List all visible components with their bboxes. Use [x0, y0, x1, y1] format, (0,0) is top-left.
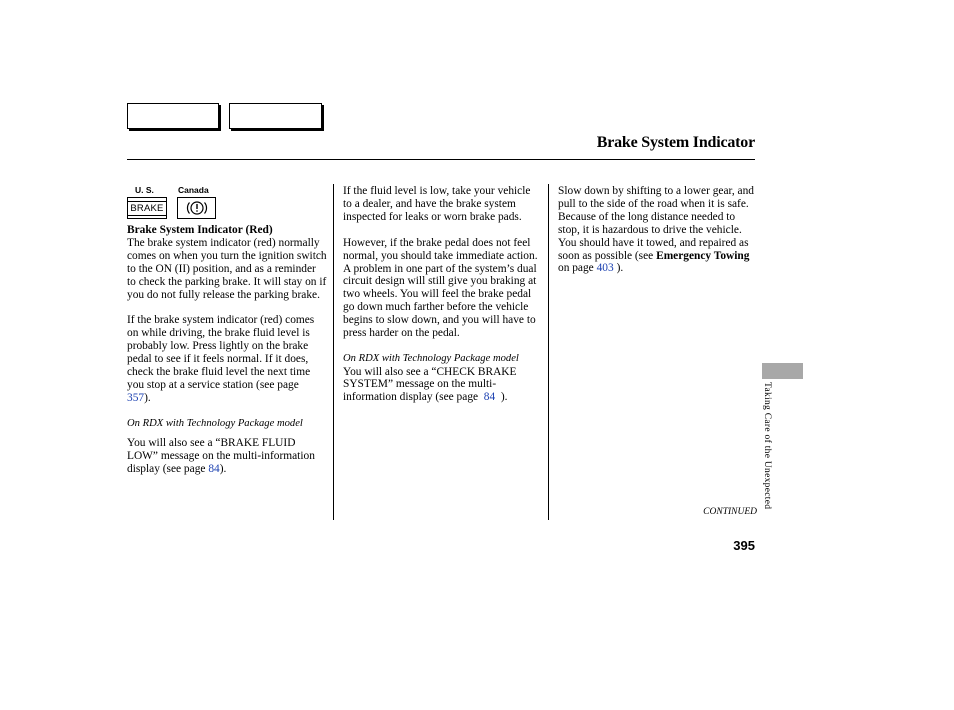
- col2-paragraph-2: However, if the brake pedal does not feel normal, you should take immediate action. A problem in one part of the system’s dual circuit design will still give you braking at two wheels. You will feel the brake pedal go down much farther before the vehicle begins to slow down, and you will have to press harder on the pedal.: [343, 236, 538, 340]
- page-link-403[interactable]: 403: [596, 262, 614, 275]
- header-tab-box-2: [229, 103, 322, 129]
- col2-model-note: On RDX with Technology Package model: [343, 352, 519, 364]
- col1-paragraph-1: The brake system indicator (red) normally comes on when you turn the ignition switch to the ON (II) position, and as a reminder to check the parking brake. It will stay on if you do not fully release the parking brake.: [127, 236, 327, 301]
- us-indicator-box: [127, 197, 167, 219]
- col1-model-note: On RDX with Technology Package model: [127, 417, 303, 429]
- page-link-357[interactable]: 357: [127, 391, 145, 404]
- col1-paragraph-2: If the brake system indicator (red) comes on while driving, the brake fluid level is probably low. Press lightly on the brake pedal to see if it feels normal. If it does, check the brake fluid level the next time you stop at a service station (see page 357).: [127, 314, 315, 404]
- canada-indicator-box: [177, 197, 216, 219]
- col3-paragraph-1: Slow down by shifting to a lower gear, and pull to the side of the road when it is safe. Because of the long distance needed to stop, it is hazardous to drive the vehicle. You should have it towed, and repaired as soon as possible (see Emergency Towing on page 403 ).: [558, 185, 754, 275]
- col1-paragraph-3: You will also see a “BRAKE FLUID LOW” message on the multi-information display (see page 84).: [127, 437, 315, 476]
- circle-exclamation-icon: [185, 199, 209, 217]
- header-rule: [127, 159, 755, 160]
- continued-label: CONTINUED: [703, 507, 757, 517]
- section-heading: Brake System Indicator (Red): [127, 224, 273, 236]
- section-tab-marker: [762, 363, 803, 379]
- us-label: U. S.: [135, 185, 154, 195]
- header-tab-box-1: [127, 103, 219, 129]
- col2-paragraph-1: If the fluid level is low, take your vehicle to a dealer, and have the brake system inspected for leaks or worn brake pads.: [343, 185, 531, 223]
- page-link-84-a[interactable]: 84: [208, 463, 220, 476]
- page-number: 395: [733, 538, 755, 553]
- column-divider-1: [333, 184, 334, 520]
- brake-text-icon: BRAKE: [127, 201, 166, 216]
- emergency-towing-ref: Emergency Towing: [656, 249, 750, 262]
- column-2: [343, 185, 542, 404]
- column-divider-2: [548, 184, 549, 520]
- page-link-84-b[interactable]: 84: [483, 391, 496, 404]
- col2-paragraph-3: You will also see a “CHECK BRAKE SYSTEM” message on the multi-information display (see page 84 ).: [343, 365, 517, 404]
- canada-label: Canada: [178, 185, 209, 195]
- section-sidebar-label: Taking Care of the Unexpected: [762, 382, 772, 510]
- page-title: Brake System Indicator: [596, 134, 755, 151]
- column-1: [127, 224, 327, 476]
- column-3: [558, 185, 758, 275]
